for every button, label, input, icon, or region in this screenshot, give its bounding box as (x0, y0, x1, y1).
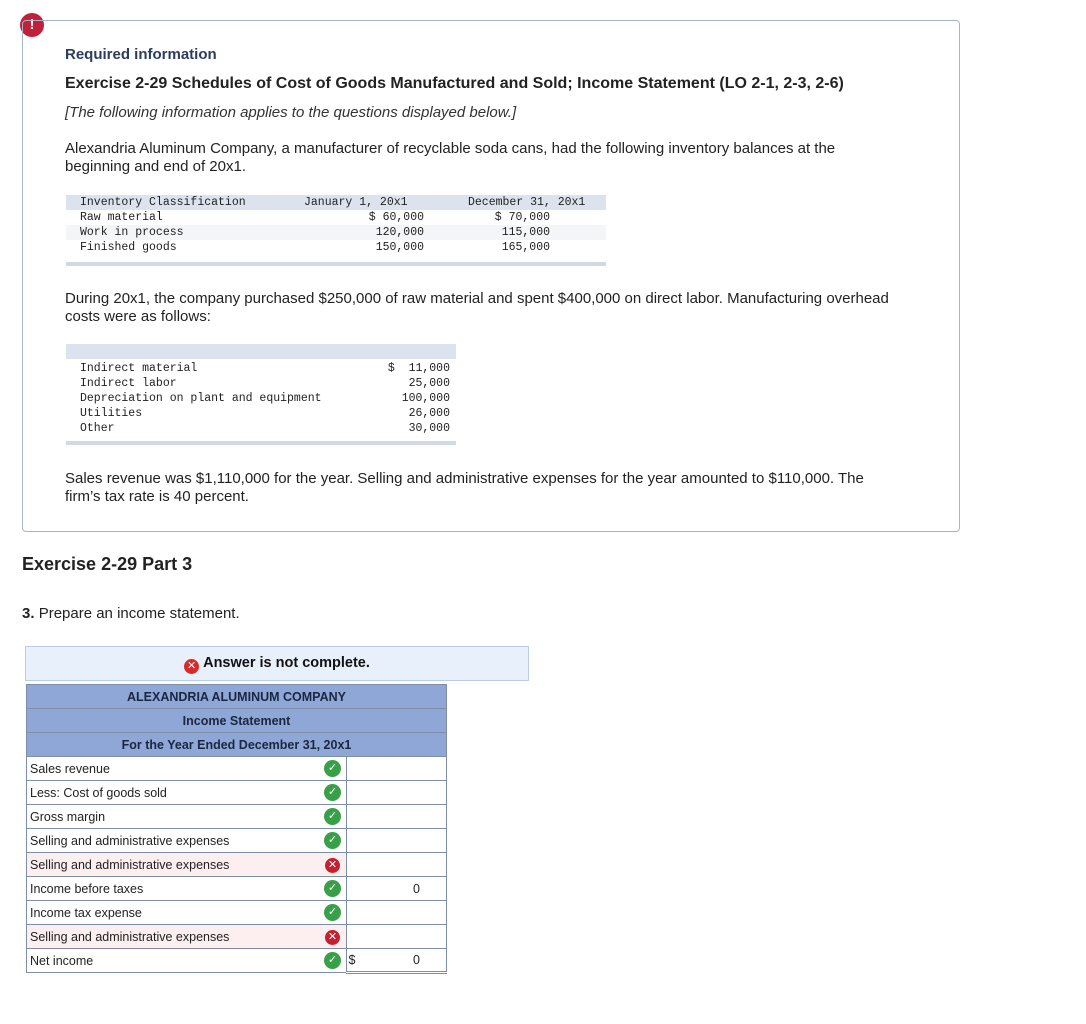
overhead-table-header (66, 344, 456, 359)
overhead-label: Utilities (80, 407, 143, 420)
check-icon: ✓ (324, 880, 341, 897)
amount-value: 0 (413, 953, 420, 967)
intro-paragraph: Alexandria Aluminum Company, a manufacturer of recyclable soda cans, had the following inventory balances at the beginning and end of 20x1. (65, 140, 836, 175)
line-item-label[interactable]: Income tax expense (27, 901, 319, 925)
line-item-label[interactable]: Selling and administrative expenses (27, 925, 319, 949)
amount-input[interactable] (347, 901, 447, 925)
inventory-jan-value: 120,000 (375, 226, 424, 239)
table-row (27, 805, 447, 829)
statement-header-row (27, 709, 447, 733)
amount-input[interactable] (347, 757, 447, 781)
question-text: Prepare an income statement. (38, 605, 240, 622)
alert-icon: ! (20, 13, 44, 37)
check-icon: ✓ (324, 952, 341, 969)
table-row (27, 853, 447, 877)
table-row (27, 829, 447, 853)
inventory-label: Finished goods (80, 241, 177, 254)
status-cell (319, 877, 347, 901)
amount-input[interactable] (347, 829, 447, 853)
answer-status-banner (25, 646, 529, 681)
table-row (27, 925, 447, 949)
amount-input[interactable] (347, 949, 447, 973)
line-item-label[interactable]: Income before taxes (27, 877, 319, 901)
inventory-dec-value: 115,000 (501, 226, 550, 239)
statement-header-row (27, 733, 447, 757)
required-information-heading: Required information (65, 46, 217, 63)
inventory-col-jan: January 1, 20x1 (304, 196, 408, 209)
question (22, 605, 240, 622)
line-item-label[interactable]: Less: Cost of goods sold (27, 781, 319, 805)
table-row (66, 225, 606, 240)
table-row (27, 949, 447, 973)
overhead-value: $ 11,000 (387, 362, 450, 375)
status-cell (319, 829, 347, 853)
check-icon: ✓ (324, 808, 341, 825)
table-row (27, 757, 447, 781)
check-icon: ✓ (324, 904, 341, 921)
required-information-box (22, 20, 960, 532)
inventory-dec-value: 165,000 (501, 241, 550, 254)
inventory-table-divider (66, 262, 606, 266)
check-icon: ✓ (324, 832, 341, 849)
overhead-table-divider (66, 441, 456, 445)
overhead-value: 26,000 (408, 407, 450, 420)
table-row (27, 901, 447, 925)
x-icon: ✕ (325, 858, 340, 873)
currency-symbol: $ (348, 953, 356, 967)
table-row (27, 781, 447, 805)
status-cell (319, 925, 347, 949)
overhead-label: Indirect labor (80, 377, 177, 390)
amount-input[interactable] (347, 805, 447, 829)
line-item-label[interactable]: Net income (27, 949, 319, 973)
info-note: [The following information applies to the questions displayed below.] (65, 104, 517, 121)
table-row (66, 361, 456, 376)
inventory-table (66, 195, 606, 255)
inventory-dec-value: $ 70,000 (494, 211, 550, 224)
inventory-col-dec: December 31, 20x1 (468, 196, 586, 209)
amount-input[interactable] (347, 925, 447, 949)
answer-status-text: Answer is not complete. (203, 655, 370, 671)
status-cell (319, 901, 347, 925)
table-row (66, 210, 606, 225)
status-cell (319, 781, 347, 805)
inventory-header-row (66, 195, 606, 210)
overhead-value: 30,000 (408, 422, 450, 435)
line-item-label[interactable]: Gross margin (27, 805, 319, 829)
inventory-label: Work in process (80, 226, 184, 239)
purchases-paragraph: During 20x1, the company purchased $250,000 of raw material and spent $400,000 on direct labor. Manufacturing overhead costs were as follows: (65, 290, 889, 325)
inventory-jan-value: 150,000 (375, 241, 424, 254)
overhead-value: 25,000 (408, 377, 450, 390)
status-cell (319, 805, 347, 829)
overhead-label: Depreciation on plant and equipment (80, 392, 322, 405)
overhead-label: Other (80, 422, 115, 435)
table-row (66, 391, 456, 406)
status-cell (319, 949, 347, 973)
x-icon: ✕ (325, 930, 340, 945)
amount-input[interactable]: 0 (347, 877, 447, 901)
table-row (66, 376, 456, 391)
table-row (66, 240, 606, 255)
statement-title: Income Statement (27, 709, 447, 733)
amount-input[interactable] (347, 853, 447, 877)
status-cell (319, 853, 347, 877)
line-item-label[interactable]: Selling and administrative expenses (27, 829, 319, 853)
table-row (66, 406, 456, 421)
exercise-title: Exercise 2-29 Schedules of Cost of Goods Manufactured and Sold; Income Statement (LO 2-1, 2-3, 2-6) (65, 75, 844, 92)
part-heading: Exercise 2-29 Part 3 (22, 554, 193, 574)
amount-input[interactable] (347, 781, 447, 805)
line-item-label[interactable]: Selling and administrative expenses (27, 853, 319, 877)
overhead-value: 100,000 (401, 392, 450, 405)
line-item-label[interactable]: Sales revenue (27, 757, 319, 781)
status-cell (319, 757, 347, 781)
check-icon: ✓ (324, 784, 341, 801)
error-icon: ✕ (184, 659, 199, 674)
income-statement-table (26, 684, 447, 974)
statement-header-row (27, 685, 447, 709)
inventory-col-classification: Inventory Classification (80, 196, 246, 209)
inventory-label: Raw material (80, 211, 163, 224)
question-number: 3. (22, 605, 35, 622)
overhead-table (66, 361, 456, 436)
sales-paragraph: Sales revenue was $1,110,000 for the year. Selling and administrative expenses for the year amounted to $110,000. The firm’s tax rate is 40 percent. (65, 470, 864, 505)
check-icon: ✓ (324, 760, 341, 777)
table-row (27, 877, 447, 901)
overhead-label: Indirect material (80, 362, 198, 375)
statement-period: For the Year Ended December 31, 20x1 (27, 733, 447, 757)
company-name: ALEXANDRIA ALUMINUM COMPANY (27, 685, 447, 709)
table-row (66, 421, 456, 436)
inventory-jan-value: $ 60,000 (368, 211, 424, 224)
